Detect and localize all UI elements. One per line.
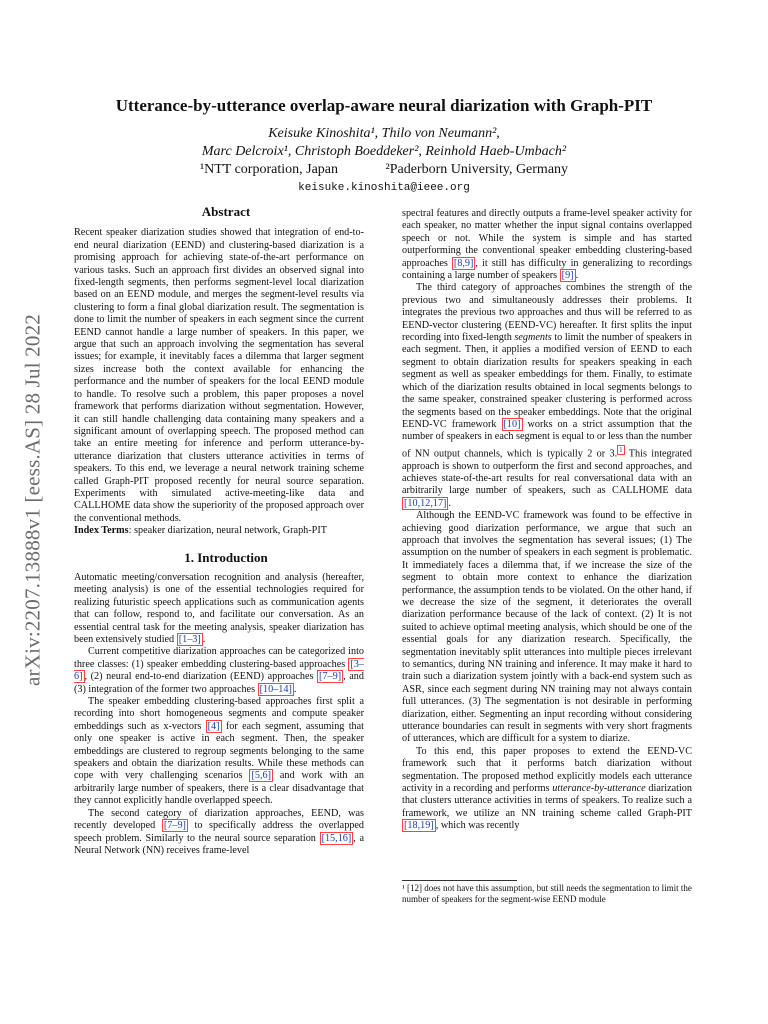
right-paragraph-4: To this end, this paper proposes to extend the EEND-VC framework such that it performs batch diarization without segmentation. The proposed method explicitly models each utterance activity in a recording and performs utterance-by-utterance diarization that clusters utterance activities in terms of speakers. To realize such a framework, we utilize an NN training scheme called Graph-PIT [18,19] , which was recently (402, 745, 692, 832)
authors-line-2: Marc Delcroix¹, Christoph Boeddeker², Reinhold Haeb-Umbach² (201, 144, 567, 159)
right-paragraph-2: The third category of approaches combines the strength of the previous two and simultaneously addresses their problems. It integrates the previous two approaches and thus will be referred to as EEND-vector clustering (EEND-VC) hereafter. It first splits the input recording into fixed-length segments to limit the number of speakers in each segment. Then, it applies a modified version of EEND to each segment to obtain diarization results for speakers speaking in each segment as well as speaker embeddings for them. Finally, to estimate which of the diarization results obtained in local segments belongs to the same speaker, constrained speaker clustering is performed across the segments based on the speaker embeddings. Note that the original EEND-VC framework [10] works on a strict assumption that the number of speakers in each segment is equal to or less than the number of NN output channels, which is typically 2 or 3. $^1$ This integrated approach is shown to outperform the first and second approaches, and achieves state-of-the-art results for real conversational data with an arbitrarily large number of speakers, such as CALLHOME data [10,12,17] . (402, 282, 692, 509)
index-terms (74, 525, 364, 537)
footnote: ¹ [12] does not have this assumption, but still needs the segmentation to limit the number of speakers for the segment-wise EEND module (402, 883, 692, 904)
abstract-heading: Abstract (201, 204, 251, 219)
authors-line-1: Keisuke Kinoshita¹, Thilo von Neumann², (268, 126, 500, 141)
intro-paragraph-2: Current competitive diarization approaches can be categorized into three classes: (1) speaker embedding clustering-based approaches [3–6] , (2) neural end-to-end diarization (EEND) approaches [7–9] , and (3) integration of the former two approaches [10–14] . (74, 646, 364, 695)
right-paragraph-3: Although the EEND-VC framework was found to be effective in achieving good diarization performance, we argue that such an approach that involves the segmentation has several issues; (1) The assumption on the number of speakers in each segment is problematic. It immediately faces a dilemma that, if we increase the size of the segment to obtain more context to enhance the diarization performance, the assumption tends to be violated. On the other hand, if we decrease the size of the segment, it deteriorates the overall diarization performance because of the lack of context. (2) It is not suited to achieve optimal meeting analysis, which should be one of the essential goals for any diarization research. Specifically, the segmentation inevitably split utterances into multiple pieces irrelevant to semantics, during NN training and inference. It may make it hard to train such a diarization system jointly with a back-end system such as ASR, since each segment during NN training may not always contain full utterances. (3) The segmentation is not desirable in performing diarization, either. Segmenting an input recording without considering utterance boundaries can result in segments with very short fragments of utterances, which are difficult for a system to diarize. (402, 510, 692, 745)
affiliation-paderborn: ²Paderborn University, Germany (385, 162, 569, 177)
contact-email[interactable]: keisuke.kinoshita@ieee.org (298, 182, 470, 194)
index-terms-text: : speaker diarization, neural network, Graph-PIT (128, 525, 327, 537)
introduction-heading: 1. Introduction (184, 549, 268, 565)
paper-title: Utterance-by-utterance overlap-aware neural diarization with Graph-PIT (115, 96, 653, 115)
intro-paragraph-3: The speaker embedding clustering-based approaches first split a recording into short homogeneous segments and compute speaker embeddings such as x-vectors [4] for each segment, assuming that only one speaker is active in each segment. Then, the speaker embeddings are clustered to regroup segments belonging to the same speakers and obtain the diarization results. While these methods can cope with very challenging scenarios [5,6] and work with an arbitrarily large number of speakers, there is a clear disadvantage that they cannot explicitly handle overlapped speech. (74, 696, 365, 807)
footnote-rule (402, 880, 517, 881)
right-column (402, 208, 692, 833)
intro-paragraph-4: The second category of diarization approaches, EEND, was recently developed [7–9] to specifically address the overlapped speech problem. Similarly to the neural source separation [15,16] , a Neural Network (NN) receives frame-level (74, 807, 365, 856)
index-terms-label: Index Terms (74, 525, 129, 537)
left-column (74, 206, 364, 857)
intro-paragraph-1: Automatic meeting/conversation recognition and analysis (hereafter, meeting analysis) is one of the essential technologies required for realizing futuristic speech applications such as communication agents that can follow, respond to, and facilitate our conversation. As an essential central task for the meeting analysis, speaker diarization has been extensively studied [1–3] . (74, 571, 364, 645)
author-list (0, 125, 768, 161)
abstract-text: Recent speaker diarization studies showed that integration of end-to-end neural diarization (EEND) and clustering-based diarization is a promising approach for achieving state-of-the-art performance on various tasks. Such an approach first divides an observed signal into fixed-length segments, then performs segment-level local diarization based on an EEND module, and merges the segment-level results via clustering to form a final global diarization result. The segmentation is done to limit the number of speakers in each segment since the current EEND cannot handle a large number of speakers. In this paper, we argue that such an approach involving the segmentation has several issues; for example, it inevitably faces a dilemma that larger segment sizes increase both the context available for enhancing the performance and the number of speakers for the local EEND module to handle. To resolve such a problem, this paper proposes a novel framework that performs diarization without segmentation. However, it can still handle challenging data containing many speakers and a significant amount of overlapping speech. The proposed method can take an entire meeting for inference and perform utterance-by-utterance diarization that clusters utterance activities in terms of speakers. To this end, we leverage a neural network training scheme called Graph-PIT proposed recently for neural source separation. Experiments with simulated active-meeting-like data and CALLHOME data show the superiority of the proposed approach over the conventional methods. (74, 227, 364, 524)
affiliation-ntt: ¹NTT corporation, Japan (199, 162, 339, 177)
arxiv-sidebar-id: arXiv:2207.13888v1 [eess.AS] 28 Jul 2022 (20, 314, 45, 686)
affiliations (0, 162, 768, 178)
right-paragraph-1: spectral features and directly outputs a frame-level speaker activity for each speaker, no matter whether the input signal contains overlapped speech or not. While the system is simple and has started outperforming the conventional speaker embedding clustering-based approaches [8,9] , it still has difficulty in generalizing to recordings containing a large number of speakers [9] . (402, 208, 692, 282)
